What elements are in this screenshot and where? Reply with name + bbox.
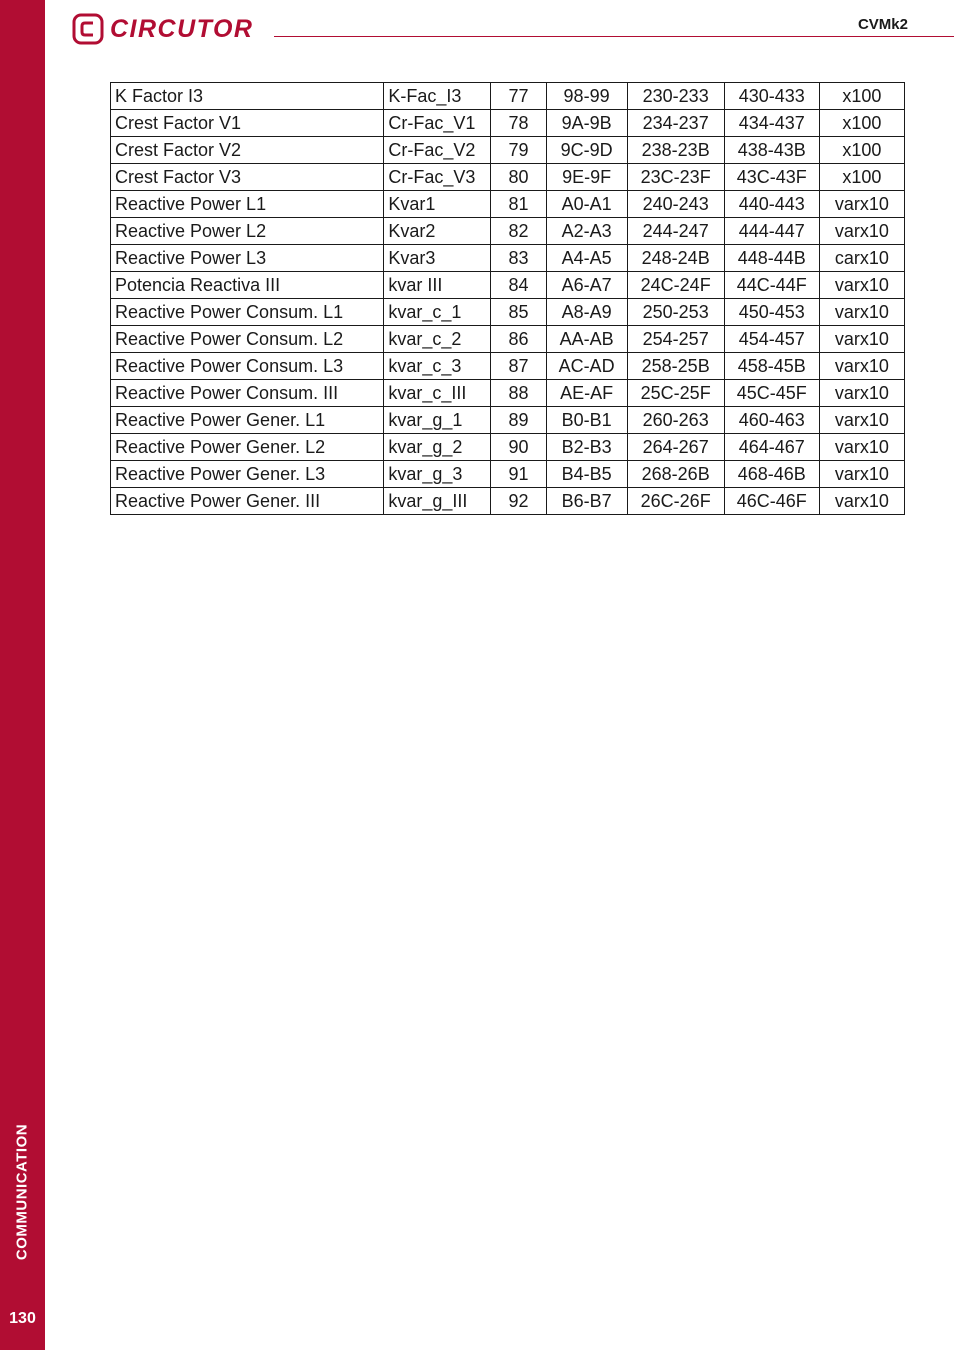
address-range-3-cell: 460-463: [724, 407, 819, 434]
address-range-3-cell: 44C-44F: [724, 272, 819, 299]
parameter-cell: Crest Factor V1: [111, 110, 384, 137]
code-cell: 92: [491, 488, 546, 515]
hex-address-cell: AE-AF: [546, 380, 627, 407]
parameter-cell: Reactive Power Consum. III: [111, 380, 384, 407]
units-cell: varx10: [819, 191, 904, 218]
address-range-2-cell: 268-26B: [627, 461, 724, 488]
address-range-3-cell: 430-433: [724, 83, 819, 110]
symbol-cell: Kvar3: [384, 245, 491, 272]
hex-address-cell: A8-A9: [546, 299, 627, 326]
parameter-cell: Reactive Power Gener. III: [111, 488, 384, 515]
symbol-cell: kvar_c_3: [384, 353, 491, 380]
table-row: [111, 488, 905, 515]
code-cell: 91: [491, 461, 546, 488]
table-row: [111, 245, 905, 272]
address-range-2-cell: 26C-26F: [627, 488, 724, 515]
model-name: CVMk2: [857, 16, 908, 33]
address-range-3-cell: 45C-45F: [724, 380, 819, 407]
table-row: [111, 83, 905, 110]
hex-address-cell: 9A-9B: [546, 110, 627, 137]
symbol-cell: K-Fac_I3: [384, 83, 491, 110]
parameter-cell: Reactive Power L1: [111, 191, 384, 218]
address-range-3-cell: 468-46B: [724, 461, 819, 488]
side-bar: [0, 0, 45, 1350]
parameter-cell: Reactive Power Consum. L1: [111, 299, 384, 326]
code-cell: 90: [491, 434, 546, 461]
symbol-cell: kvar_c_2: [384, 326, 491, 353]
section-label: COMMUNICATION: [13, 1123, 31, 1261]
table-row: [111, 461, 905, 488]
table-row: [111, 272, 905, 299]
units-cell: x100: [819, 137, 904, 164]
address-range-2-cell: 234-237: [627, 110, 724, 137]
hex-address-cell: B0-B1: [546, 407, 627, 434]
address-range-3-cell: 454-457: [724, 326, 819, 353]
address-range-2-cell: 23C-23F: [627, 164, 724, 191]
table-row: [111, 326, 905, 353]
hex-address-cell: A2-A3: [546, 218, 627, 245]
symbol-cell: kvar_g_1: [384, 407, 491, 434]
hex-address-cell: A0-A1: [546, 191, 627, 218]
table-row: [111, 353, 905, 380]
hex-address-cell: 9C-9D: [546, 137, 627, 164]
parameter-cell: Reactive Power Consum. L2: [111, 326, 384, 353]
hex-address-cell: A6-A7: [546, 272, 627, 299]
address-range-3-cell: 46C-46F: [724, 488, 819, 515]
units-cell: carx10: [819, 245, 904, 272]
hex-address-cell: AC-AD: [546, 353, 627, 380]
parameter-cell: Reactive Power Gener. L1: [111, 407, 384, 434]
units-cell: varx10: [819, 380, 904, 407]
parameter-cell: Potencia Reactiva III: [111, 272, 384, 299]
parameter-cell: Crest Factor V3: [111, 164, 384, 191]
address-range-3-cell: 434-437: [724, 110, 819, 137]
hex-address-cell: AA-AB: [546, 326, 627, 353]
parameter-cell: Reactive Power Gener. L2: [111, 434, 384, 461]
code-cell: 79: [491, 137, 546, 164]
units-cell: varx10: [819, 218, 904, 245]
address-range-3-cell: 448-44B: [724, 245, 819, 272]
symbol-cell: kvar_g_3: [384, 461, 491, 488]
symbol-cell: kvar III: [384, 272, 491, 299]
hex-address-cell: B2-B3: [546, 434, 627, 461]
units-cell: varx10: [819, 272, 904, 299]
symbol-cell: kvar_c_III: [384, 380, 491, 407]
hex-address-cell: B4-B5: [546, 461, 627, 488]
table-row: [111, 110, 905, 137]
address-range-3-cell: 444-447: [724, 218, 819, 245]
address-range-2-cell: 248-24B: [627, 245, 724, 272]
symbol-cell: kvar_g_III: [384, 488, 491, 515]
address-range-3-cell: 450-453: [724, 299, 819, 326]
code-cell: 87: [491, 353, 546, 380]
code-cell: 84: [491, 272, 546, 299]
hex-address-cell: A4-A5: [546, 245, 627, 272]
hex-address-cell: 9E-9F: [546, 164, 627, 191]
circutor-logo-icon: [72, 13, 104, 45]
code-cell: 83: [491, 245, 546, 272]
units-cell: x100: [819, 164, 904, 191]
table-row: [111, 137, 905, 164]
symbol-cell: kvar_c_1: [384, 299, 491, 326]
parameter-cell: Reactive Power L2: [111, 218, 384, 245]
units-cell: varx10: [819, 407, 904, 434]
code-cell: 78: [491, 110, 546, 137]
parameter-cell: K Factor I3: [111, 83, 384, 110]
address-range-2-cell: 264-267: [627, 434, 724, 461]
units-cell: varx10: [819, 299, 904, 326]
code-cell: 80: [491, 164, 546, 191]
table-row: [111, 191, 905, 218]
units-cell: varx10: [819, 461, 904, 488]
units-cell: varx10: [819, 488, 904, 515]
symbol-cell: Cr-Fac_V2: [384, 137, 491, 164]
symbol-cell: Kvar1: [384, 191, 491, 218]
address-range-3-cell: 43C-43F: [724, 164, 819, 191]
hex-address-cell: 98-99: [546, 83, 627, 110]
table-row: [111, 299, 905, 326]
address-range-2-cell: 240-243: [627, 191, 724, 218]
address-range-2-cell: 250-253: [627, 299, 724, 326]
address-range-3-cell: 464-467: [724, 434, 819, 461]
code-cell: 88: [491, 380, 546, 407]
address-range-2-cell: 230-233: [627, 83, 724, 110]
symbol-cell: Cr-Fac_V1: [384, 110, 491, 137]
parameter-cell: Reactive Power Consum. L3: [111, 353, 384, 380]
symbol-cell: kvar_g_2: [384, 434, 491, 461]
address-range-2-cell: 24C-24F: [627, 272, 724, 299]
units-cell: varx10: [819, 326, 904, 353]
address-range-3-cell: 440-443: [724, 191, 819, 218]
address-range-3-cell: 458-45B: [724, 353, 819, 380]
parameter-cell: Reactive Power L3: [111, 245, 384, 272]
code-cell: 85: [491, 299, 546, 326]
brand-logo: [72, 12, 253, 46]
code-cell: 89: [491, 407, 546, 434]
parameter-cell: Reactive Power Gener. L3: [111, 461, 384, 488]
address-range-2-cell: 258-25B: [627, 353, 724, 380]
brand-name: CIRCUTOR: [110, 14, 254, 43]
code-cell: 77: [491, 83, 546, 110]
page-number: 130: [9, 1310, 36, 1327]
table-row: [111, 164, 905, 191]
units-cell: varx10: [819, 434, 904, 461]
units-cell: varx10: [819, 353, 904, 380]
modbus-register-table: [110, 82, 905, 515]
parameter-cell: Crest Factor V2: [111, 137, 384, 164]
code-cell: 82: [491, 218, 546, 245]
address-range-2-cell: 260-263: [627, 407, 724, 434]
table-row: [111, 380, 905, 407]
table-row: [111, 218, 905, 245]
symbol-cell: Kvar2: [384, 218, 491, 245]
table-row: [111, 407, 905, 434]
address-range-2-cell: 238-23B: [627, 137, 724, 164]
code-cell: 81: [491, 191, 546, 218]
code-cell: 86: [491, 326, 546, 353]
units-cell: x100: [819, 83, 904, 110]
units-cell: x100: [819, 110, 904, 137]
header-divider: [274, 36, 954, 37]
address-range-2-cell: 244-247: [627, 218, 724, 245]
symbol-cell: Cr-Fac_V3: [384, 164, 491, 191]
table-row: [111, 434, 905, 461]
hex-address-cell: B6-B7: [546, 488, 627, 515]
address-range-2-cell: 25C-25F: [627, 380, 724, 407]
address-range-3-cell: 438-43B: [724, 137, 819, 164]
address-range-2-cell: 254-257: [627, 326, 724, 353]
